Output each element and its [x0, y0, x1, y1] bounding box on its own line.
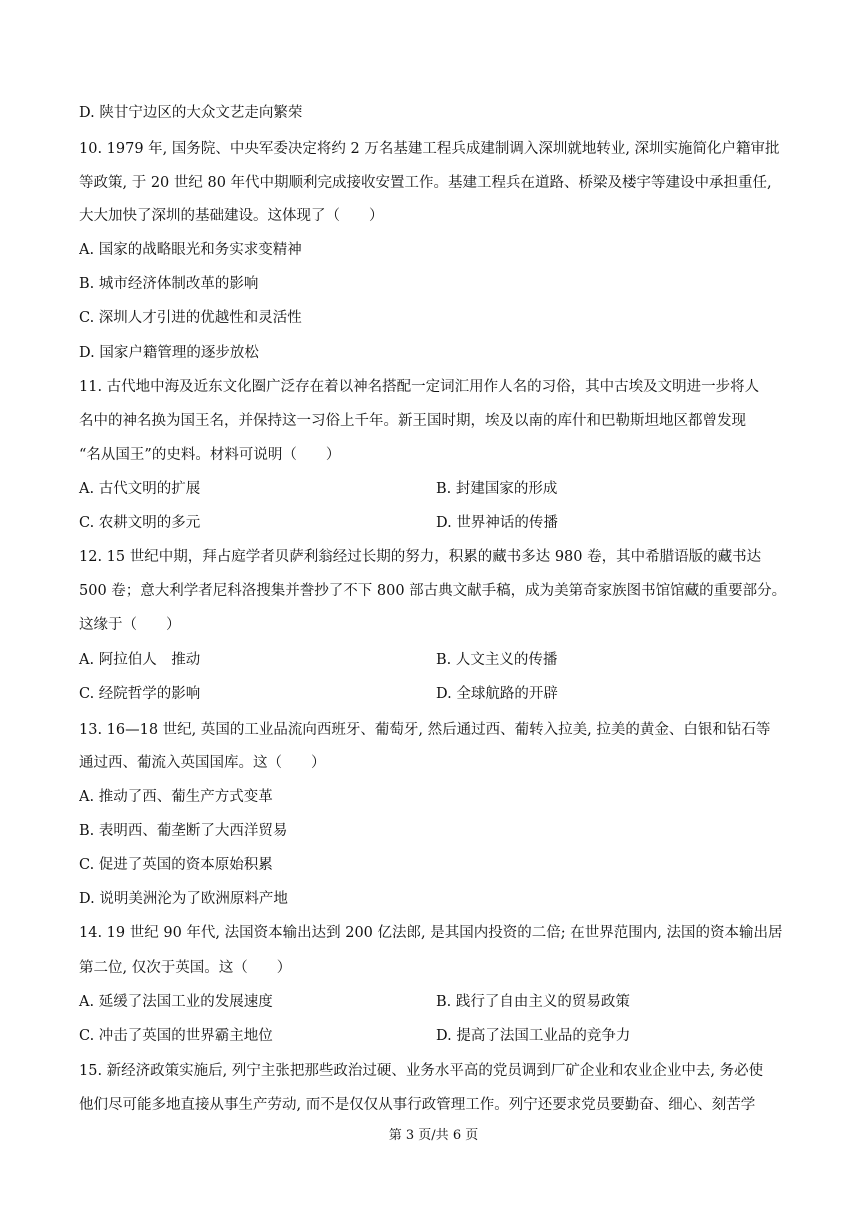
q11-option-b: B. 封建国家的形成: [436, 481, 558, 497]
q12-option-a: A. 阿拉伯人 推动: [79, 652, 201, 668]
q10-option-d: D. 国家户籍管理的逐步放松: [79, 345, 259, 361]
q11-stem-line-3: “名从国王”的史料。材料可说明（ ）: [79, 447, 341, 463]
q10-option-c: C. 深圳人才引进的优越性和灵活性: [79, 310, 302, 326]
q14-option-d: D. 提高了法国工业品的竞争力: [436, 1028, 631, 1044]
q15-stem-line-2: 他们尽可能多地直接从事生产劳动, 而不是仅仅从事行政管理工作。列宁还要求党员要勤奋、细心、刻苦学: [79, 1097, 756, 1113]
page-number: 第 3 页/共 6 页: [388, 1128, 479, 1143]
q10-option-a: A. 国家的战略眼光和务实求变精神: [79, 242, 302, 258]
q14-stem-line-2: 第二位, 仅次于英国。这（ ）: [79, 960, 292, 976]
q13-stem-line-1: 13. 16—18 世纪, 英国的工业品流向西班牙、葡萄牙, 然后通过西、葡转入拉美, 拉美的黄金、白银和钻石等: [79, 722, 771, 738]
q12-option-c: C. 经院哲学的影响: [79, 686, 201, 702]
q13-option-c: C. 促进了英国的资本原始积累: [79, 857, 273, 873]
q13-option-a: A. 推动了西、葡生产方式变革: [79, 789, 273, 805]
q14-option-c: C. 冲击了英国的世界霸主地位: [79, 1028, 273, 1044]
q11-stem-line-2: 名中的神名换为国王名，并保持这一习俗上千年。新王国时期，埃及以南的库什和巴勒斯坦地区都曾发现: [79, 413, 746, 429]
q11-option-d: D. 世界神话的传播: [436, 515, 558, 531]
q12-stem-line-3: 这缘于（ ）: [79, 617, 181, 633]
q10-option-b: B. 城市经济体制改革的影响: [79, 276, 259, 292]
q12-stem-line-1: 12. 15 世纪中期，拜占庭学者贝萨利翁经过长期的努力，积累的藏书多达 980 卷，其中希腊语版的藏书达: [79, 549, 762, 565]
q14-stem-line-1: 14. 19 世纪 90 年代, 法国资本输出达到 200 亿法郎, 是其国内投资的二倍; 在世界范围内, 法国的资本输出居: [79, 925, 783, 941]
q10-stem-line-2: 等政策, 于 20 世纪 80 年代中期顺利完成接收安置工作。基建工程兵在道路、桥梁及楼宇等建设中承担重任,: [79, 175, 772, 191]
q12-stem-line-2: 500 卷；意大利学者尼科洛搜集并誊抄了不下 800 部古典文献手稿，成为美第奇家族图书馆馆藏的重要部分。: [79, 583, 787, 599]
q13-option-d: D. 说明美洲沦为了欧洲原料产地: [79, 891, 288, 907]
q12-option-b: B. 人文主义的传播: [436, 652, 558, 668]
q11-option-c: C. 农耕文明的多元: [79, 515, 201, 531]
q15-stem-line-1: 15. 新经济政策实施后, 列宁主张把那些政治过硬、业务水平高的党员调到厂矿企业和农业企业中去, 务必使: [79, 1063, 764, 1079]
q11-stem-line-1: 11. 古代地中海及近东文化圈广泛存在着以神名搭配一定词汇用作人名的习俗，其中古埃及文明进一步将人: [79, 379, 760, 395]
q12-option-d: D. 全球航路的开辟: [436, 686, 558, 702]
q9-option-d: D. 陕甘宁边区的大众文艺走向繁荣: [79, 105, 303, 121]
q13-option-b: B. 表明西、葡垄断了大西洋贸易: [79, 823, 288, 839]
q11-option-a: A. 古代文明的扩展: [79, 481, 201, 497]
q13-stem-line-2: 通过西、葡流入英国国库。这（ ）: [79, 755, 326, 771]
q10-stem-line-3: 大大加快了深圳的基础建设。这体现了（ ）: [79, 208, 384, 224]
q14-option-b: B. 践行了自由主义的贸易政策: [436, 994, 630, 1010]
q10-stem-line-1: 10. 1979 年, 国务院、中央军委决定将约 2 万名基建工程兵成建制调入深圳就地转业, 深圳实施简化户籍审批: [79, 141, 780, 157]
q14-option-a: A. 延缓了法国工业的发展速度: [79, 994, 273, 1010]
